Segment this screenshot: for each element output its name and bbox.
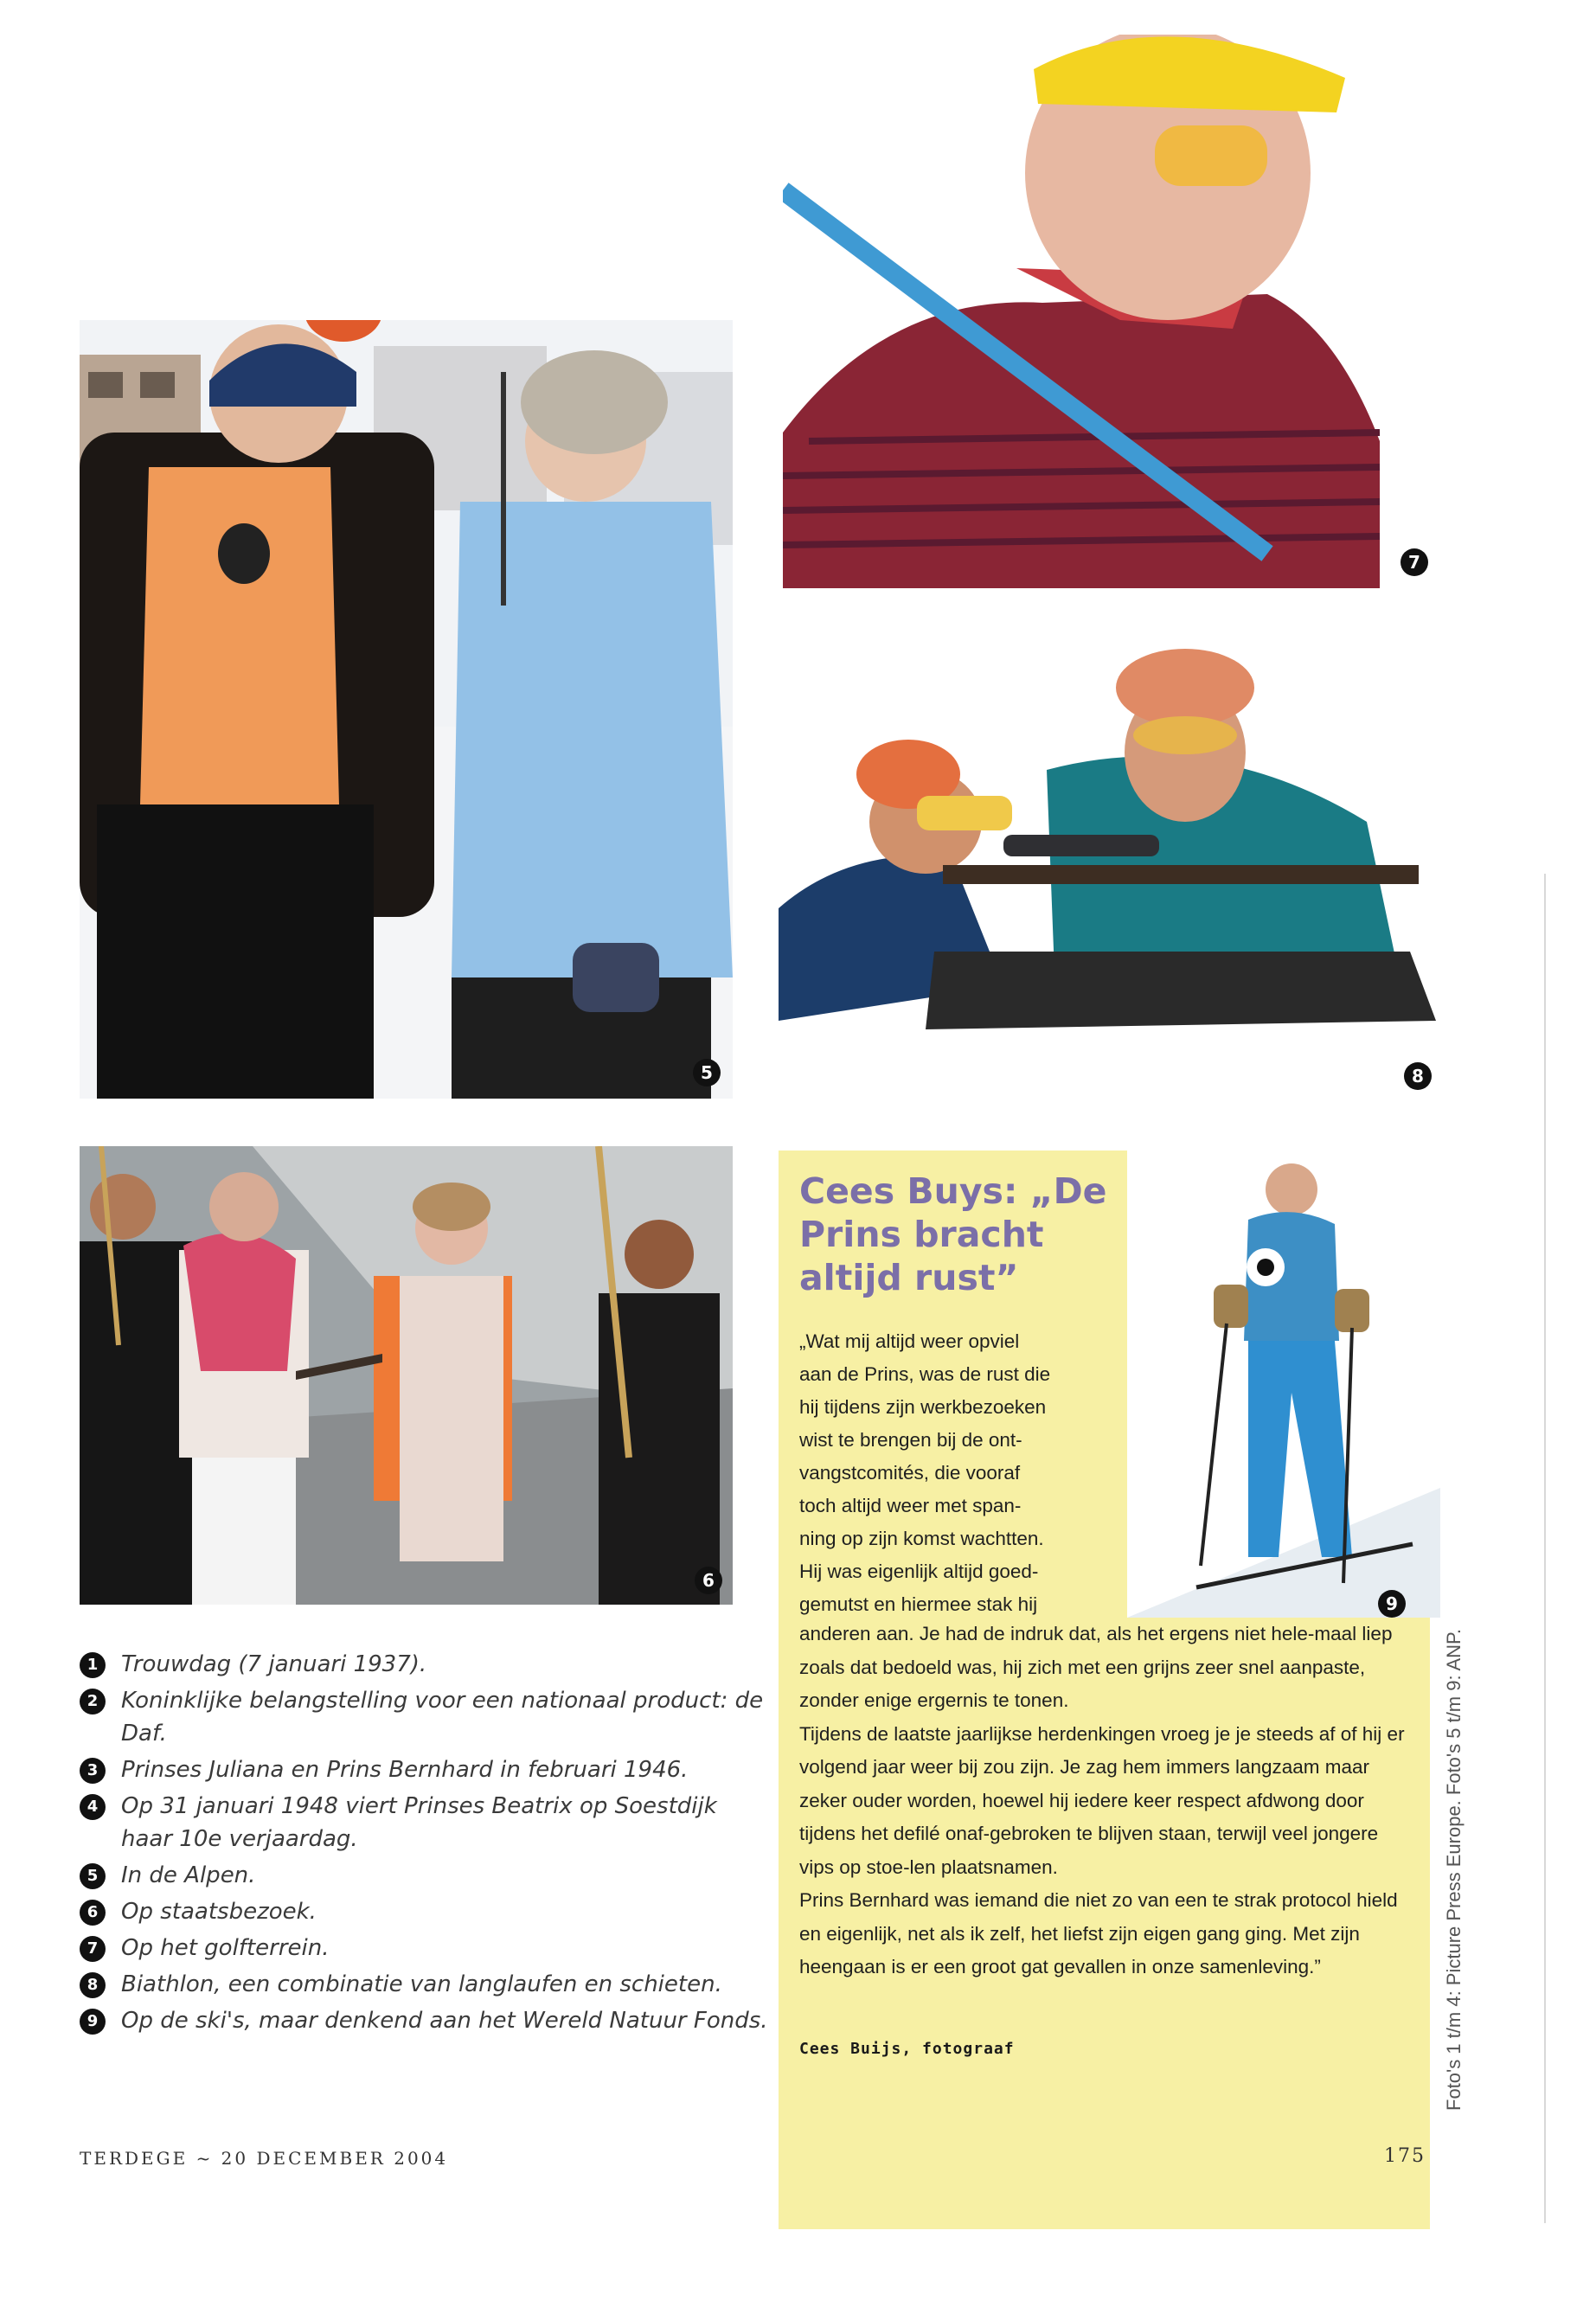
photo-captions <box>80 1648 772 2041</box>
intro-line: ning op zijn komst wachtten. <box>799 1528 1044 1549</box>
caption-number: 3 <box>80 1758 106 1784</box>
intro-line: aan de Prins, was de rust die <box>799 1363 1051 1385</box>
caption-text: Trouwdag (7 januari 1937). <box>121 1651 427 1677</box>
photo-credits: Foto's 1 t/m 4: Picture Press Europe. Foto's 5 t/m 9: ANP. <box>1443 1628 1465 2111</box>
caption-item <box>80 1895 772 1928</box>
page-number: 175 <box>1384 2145 1426 2167</box>
caption-text: Prinses Juliana en Prins Bernhard in februari 1946. <box>121 1757 689 1783</box>
interview-text-intro <box>799 1325 1128 1621</box>
photo-number-badge: 7 <box>1401 548 1428 576</box>
intro-line: gemutst en hiermee stak hij <box>799 1593 1038 1615</box>
page-edge-rule <box>1544 874 1546 2223</box>
interview-paragraph: anderen aan. Je had de indruk dat, als het ergens niet hele-maal liep zoals dat bedoeld was, hij zich met een grijns zeer snel aanpaste, zonder enige ergernis te tonen. <box>799 1623 1393 1711</box>
caption-text: Op het golfterrein. <box>121 1935 330 1961</box>
caption-item <box>80 1648 772 1681</box>
photo-golf <box>783 35 1440 588</box>
intro-line: „Wat mij altijd weer opviel <box>799 1330 1020 1352</box>
caption-number: 5 <box>80 1863 106 1889</box>
photo-number-badge: 9 <box>1378 1590 1406 1618</box>
caption-number: 7 <box>80 1936 106 1962</box>
caption-text: Op de ski's, maar denkend aan het Wereld Natuur Fonds. <box>121 2008 768 2034</box>
caption-text: Op 31 januari 1948 viert Prinses Beatrix op Soestdijk haar 10e verjaardag. <box>121 1793 717 1852</box>
caption-item <box>80 1790 772 1856</box>
caption-item <box>80 1859 772 1892</box>
caption-number: 6 <box>80 1900 106 1926</box>
caption-item <box>80 1932 772 1965</box>
interview-text-body <box>799 1618 1413 1984</box>
caption-number: 4 <box>80 1794 106 1820</box>
caption-number: 1 <box>80 1652 106 1678</box>
caption-number: 9 <box>80 2009 106 2035</box>
caption-text: Op staatsbezoek. <box>121 1899 317 1925</box>
caption-text: Biathlon, een combinatie van langlaufen en schieten. <box>121 1971 722 1997</box>
photo-alps <box>80 320 733 1099</box>
intro-line: Hij was eigenlijk altijd goed- <box>799 1561 1039 1582</box>
caption-item <box>80 2004 772 2037</box>
caption-item <box>80 1753 772 1786</box>
caption-text: In de Alpen. <box>121 1862 256 1888</box>
caption-number: 2 <box>80 1689 106 1715</box>
caption-text: Koninklijke belangstelling voor een nationaal product: de Daf. <box>121 1688 764 1747</box>
interview-paragraph: Prins Bernhard was iemand die niet zo van een te strak protocol hield en eigenlijk, net als ik zelf, het liefst zijn eigen gang ging. Met zijn heengaan is er een groot gat gevallen in onze samenleving.” <box>799 1889 1398 1977</box>
photo-number-badge: 5 <box>693 1059 721 1086</box>
photo-number-badge: 8 <box>1404 1062 1432 1090</box>
interview-title: Cees Buys: „De Prins bracht altijd rust” <box>799 1170 1107 1298</box>
interview-signature: Cees Buijs, fotograaf <box>799 2040 1015 2058</box>
photo-number-badge: 6 <box>695 1567 722 1594</box>
interview-paragraph: Tijdens de laatste jaarlijkse herdenkingen vroeg je je steeds af of hij er volgend jaar weer bij zou zijn. Je zag hem immers langzaam maar zeker ouder worden, hoewel hij iedere keer respect afdwong door tijdens het defilé onaf-gebroken te blijven staan, terwijl veel jongere vips op stoe-len plaatsnamen. <box>799 1722 1405 1878</box>
intro-line: toch altijd weer met span- <box>799 1495 1022 1516</box>
caption-item <box>80 1968 772 2001</box>
photo-biathlon <box>779 623 1440 1099</box>
intro-line: vangstcomités, die vooraf <box>799 1462 1021 1484</box>
intro-line: hij tijdens zijn werkbezoeken <box>799 1396 1047 1418</box>
photo-skier <box>1127 1150 1440 1618</box>
photo-state-visit <box>80 1146 733 1605</box>
caption-number: 8 <box>80 1972 106 1998</box>
caption-item <box>80 1684 772 1750</box>
publication-footer: TERDEGE ~ 20 DECEMBER 2004 <box>80 2148 449 2169</box>
intro-line: wist te brengen bij de ont- <box>799 1429 1022 1451</box>
